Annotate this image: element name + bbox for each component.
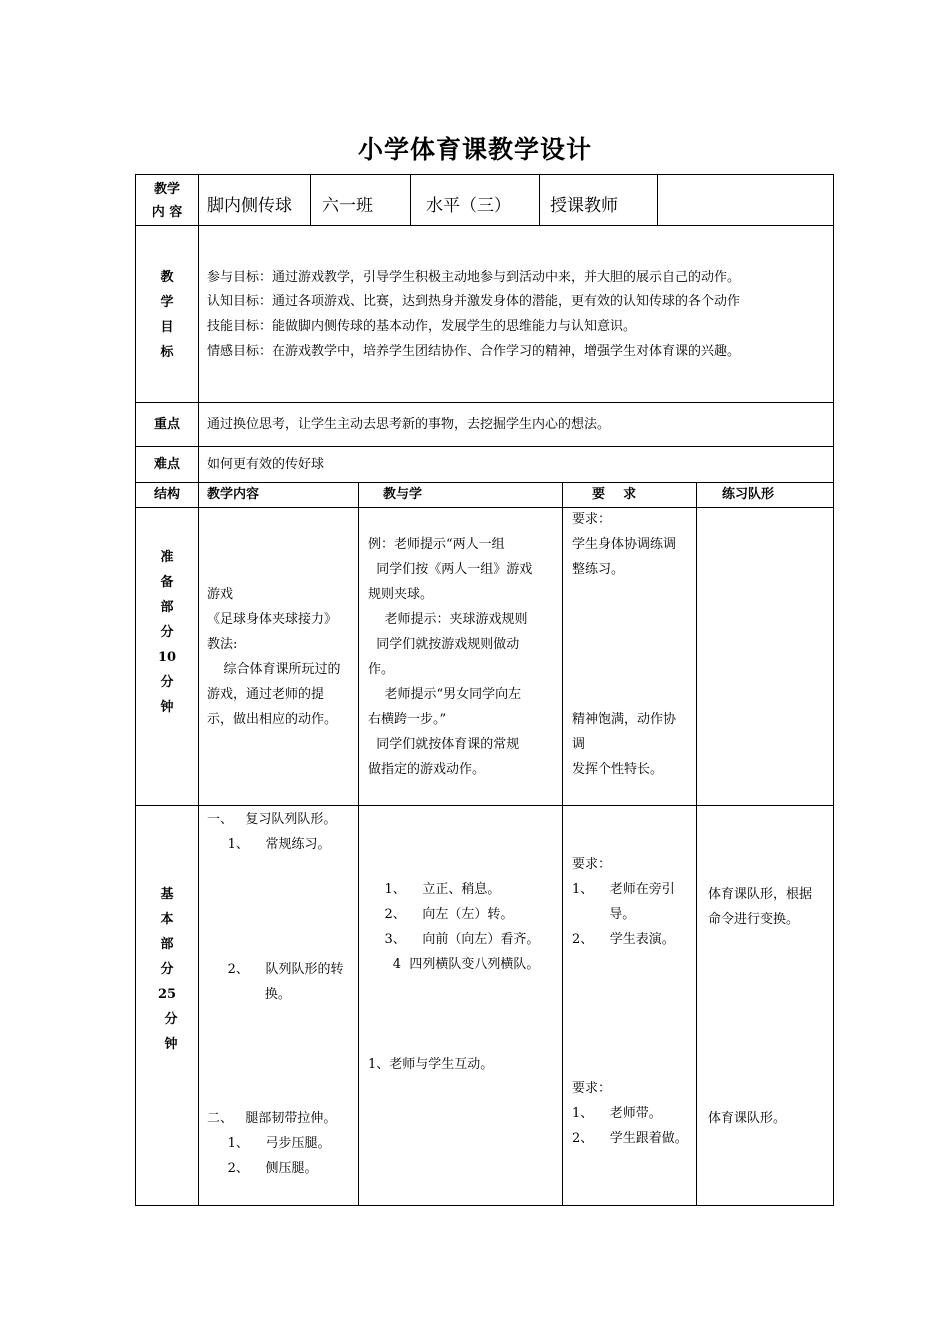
basic-req-line: 导。 [572, 907, 636, 922]
prep-content-line: 游戏 [207, 587, 234, 602]
basic-teach-line: 1、老师与学生互动。 [368, 1057, 494, 1072]
basic-label-char: 分 [160, 962, 174, 977]
basic-content-line: 换。 [207, 987, 291, 1002]
basic-teach-line: 1、 立正、稍息。 [368, 882, 501, 897]
goal-participation: 参与目标：通过游戏教学，引导学生积极主动地参与到活动中来，并大胆的展示自己的动作。 [207, 270, 741, 285]
goals-label-1: 教 [160, 270, 174, 285]
basic-label-char: 基 [160, 887, 174, 902]
prep-teach-line: 同学们就按体育课的常规 [368, 737, 520, 752]
prep-label-char: 分 [160, 675, 174, 690]
prep-teach-line: 规则夹球。 [368, 587, 434, 602]
prep-content-line: 教法: [207, 637, 238, 652]
prep-teach-line: 同学们就按游戏规则做动 [368, 637, 520, 652]
page-title: 小学体育课教学设计 [357, 135, 592, 164]
prep-req-line: 整练习。 [572, 562, 625, 577]
key-point-text: 通过换位思考，让学生主动去思考新的事物，去挖掘学生内心的想法。 [207, 417, 611, 432]
basic-teach-line: 2、 向左（左）转。 [368, 907, 514, 922]
column-teaching: 教与学 [383, 487, 423, 502]
prep-label-char: 钟 [160, 700, 174, 715]
basic-req-line: 要求： [572, 1081, 612, 1096]
goal-cognition: 认知目标：通过各项游戏、比赛，达到热身并激发身体的潜能，更有效的认知传球的各个动作 [207, 294, 741, 309]
basic-label-char: 分 [164, 1012, 178, 1027]
prep-label-char: 准 [160, 550, 174, 565]
prep-req-line: 发挥个性特长。 [572, 762, 664, 777]
prep-content-line: 游戏，通过老师的提 [207, 687, 325, 702]
difficulty-label: 难点 [153, 457, 180, 472]
prep-label-char: 备 [160, 575, 174, 590]
basic-content-line: 2、 队列队形的转 [207, 962, 344, 977]
column-requirements: 要 求 [592, 487, 637, 502]
teacher-label: 授课教师 [550, 196, 618, 216]
difficulty-text: 如何更有效的传好球 [207, 457, 325, 472]
header-label-1: 教学 [153, 182, 180, 197]
basic-teach-line: 3、 向前（向左）看齐。 [368, 932, 540, 947]
prep-teach-line: 老师提示“男女同学向左 [368, 687, 522, 702]
basic-form-line: 体育课队形。 [708, 1111, 787, 1126]
basic-req-line: 2、 学生表演。 [572, 932, 675, 947]
prep-teach-line: 作。 [368, 662, 395, 677]
prep-label-char: 部 [160, 600, 174, 615]
goal-skill: 技能目标：能做脚内侧传球的基本动作，发展学生的思维能力与认知意识。 [207, 319, 637, 334]
prep-teach-line: 老师提示：夹球游戏规则 [368, 612, 528, 627]
prep-label-char: 分 [160, 625, 174, 640]
prep-teach-line: 同学们按《两人一组》游戏 [368, 562, 533, 577]
lesson-content: 脚内侧传球 [207, 196, 292, 216]
goals-label-2: 学 [160, 295, 174, 310]
basic-label-char: 部 [160, 937, 174, 952]
basic-req-line: 1、 老师在旁引 [572, 882, 675, 897]
basic-form-line: 体育课队形，根据 [708, 887, 813, 902]
prep-req-line: 学生身体协调练调 [572, 537, 677, 552]
basic-content-line: 2、 侧压腿。 [207, 1161, 318, 1176]
prep-teach-line: 做指定的游戏动作。 [368, 762, 486, 777]
goal-emotion: 情感目标：在游戏教学中，培养学生团结协作、合作学习的精神，增强学生对体育课的兴趣。 [207, 344, 741, 359]
basic-label-char: 本 [160, 912, 174, 927]
basic-content-line: 一、 复习队列队形。 [207, 812, 337, 827]
basic-req-line: 2、 学生跟着做。 [572, 1131, 688, 1146]
key-point-label: 重点 [153, 417, 180, 432]
prep-content-line: 《足球身体夹球接力》 [207, 612, 338, 627]
prep-label-char: 10 [157, 650, 177, 665]
basic-content-line: 二、 腿部韧带拉伸。 [207, 1111, 337, 1126]
prep-content-line: 综合体育课所玩过的 [207, 662, 341, 677]
prep-req-line: 要求： [572, 512, 612, 527]
basic-content-line: 1、 弓步压腿。 [207, 1136, 331, 1151]
column-formation: 练习队形 [722, 487, 775, 502]
column-structure: 结构 [153, 487, 180, 502]
class-name: 六一班 [322, 196, 373, 216]
basic-content-line: 1、 常规练习。 [207, 837, 331, 852]
prep-teach-line: 右横跨一步。” [368, 712, 447, 727]
basic-req-line: 1、 老师带。 [572, 1106, 662, 1121]
basic-form-line: 命令进行变换。 [708, 912, 800, 927]
column-content: 教学内容 [207, 487, 260, 502]
header-label-2: 内 容 [151, 205, 183, 220]
basic-req-line: 要求： [572, 857, 612, 872]
prep-content-line: 示，做出相应的动作。 [207, 712, 338, 727]
basic-label-char: 25 [157, 987, 177, 1002]
prep-req-line: 调 [572, 737, 586, 752]
prep-req-line: 精神饱满，动作协 [572, 712, 677, 727]
goals-label-3: 目 [160, 320, 174, 335]
basic-teach-line: 4 四列横队变八列横队。 [368, 957, 540, 972]
level: 水平（三） [426, 196, 511, 216]
prep-teach-line: 例：老师提示“两人一组 [368, 537, 505, 552]
basic-label-char: 钟 [164, 1037, 178, 1052]
goals-label-4: 标 [160, 345, 174, 360]
